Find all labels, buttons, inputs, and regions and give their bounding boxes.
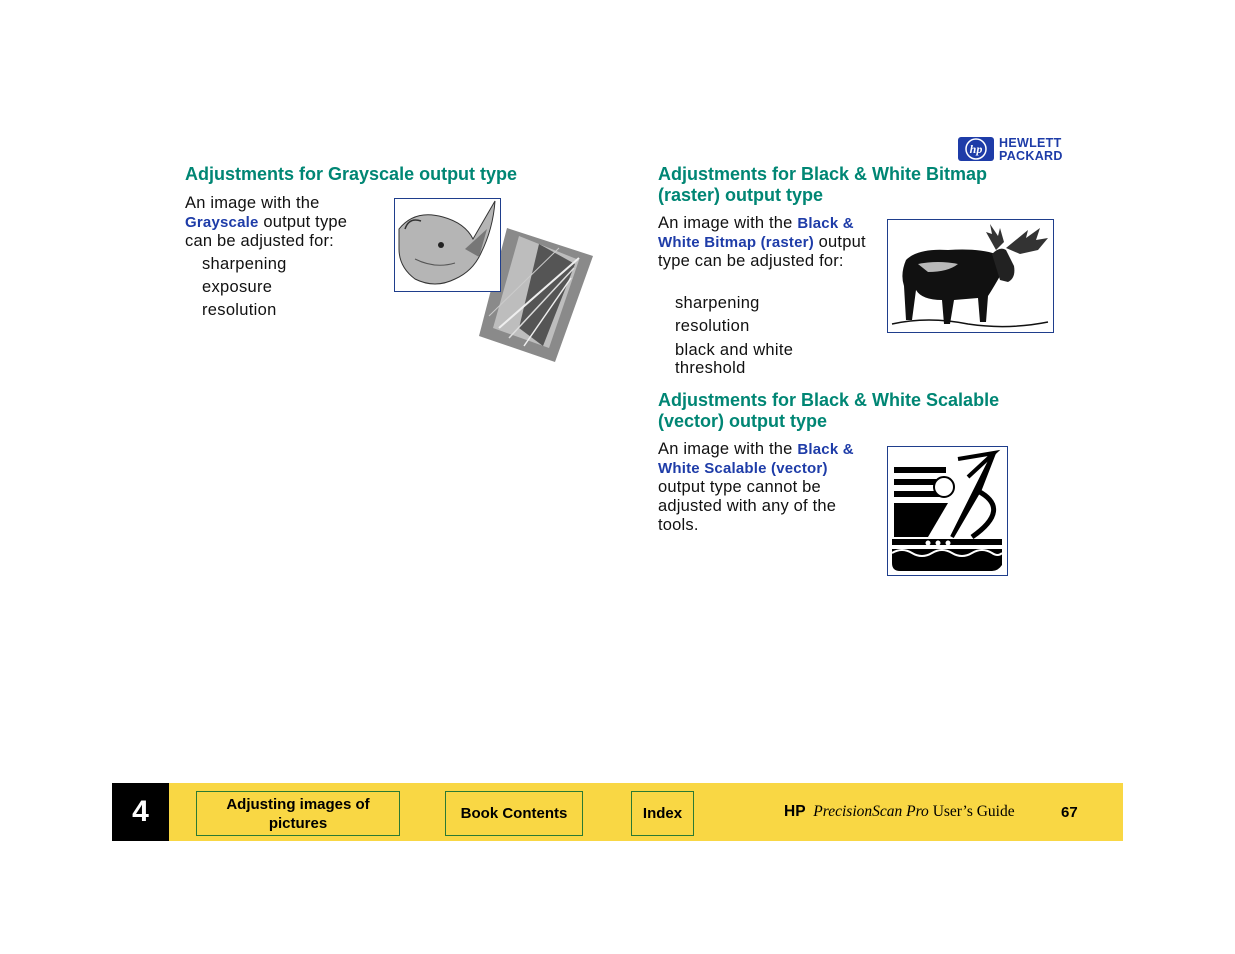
book-contents-button[interactable]: Book Contents — [445, 791, 583, 836]
bitmap-intro: An image with the Black & White Bitmap (raster) output type can be adjusted for: — [658, 214, 866, 270]
grayscale-term-link[interactable]: Grayscale — [185, 214, 259, 231]
bitmap-heading-line2: (raster) output type — [658, 185, 824, 205]
hp-badge-icon — [958, 137, 994, 161]
bitmap-item-sharpening: sharpening — [675, 294, 760, 312]
index-button[interactable]: Index — [631, 791, 694, 836]
chapter-link-button[interactable]: Adjusting images of pictures — [196, 791, 400, 836]
vector-intro: An image with the Black & White Scalable (vector) output type cannot be adjusted with any of the tools. — [658, 440, 854, 534]
grayscale-item-resolution: resolution — [202, 301, 277, 319]
rhino-image — [394, 198, 501, 292]
vector-heading-line1: Adjustments for Black & White Scalable — [658, 390, 1000, 410]
chapter-number: 4 — [112, 783, 169, 841]
guide-title: HP PrecisionScan Pro User’s Guide — [784, 803, 1015, 820]
ship-image — [887, 446, 1008, 576]
grayscale-heading: Adjustments for Grayscale output type — [185, 164, 518, 184]
grayscale-intro: An image with the Grayscale output type can be adjusted for: — [185, 194, 348, 250]
moose-image — [887, 219, 1054, 333]
vector-term-link[interactable]: Black & White Scalable (vector) — [658, 441, 854, 477]
page-number: 67 — [1061, 804, 1078, 821]
svg-text:hp: hp — [969, 142, 983, 156]
hp-logo-wordmark: HEWLETT PACKARD — [999, 136, 1063, 163]
grayscale-item-sharpening: sharpening — [202, 255, 287, 273]
bitmap-item-threshold: black and white threshold — [675, 341, 794, 377]
grayscale-item-exposure: exposure — [202, 278, 273, 296]
bitmap-heading-line1: Adjustments for Black & White Bitmap — [658, 164, 988, 184]
bitmap-item-resolution: resolution — [675, 317, 750, 335]
hp-logo — [958, 136, 1078, 164]
vector-heading-line2: (vector) output type — [658, 411, 827, 431]
bitmap-term-link[interactable]: Black & White Bitmap (raster) — [658, 215, 854, 251]
